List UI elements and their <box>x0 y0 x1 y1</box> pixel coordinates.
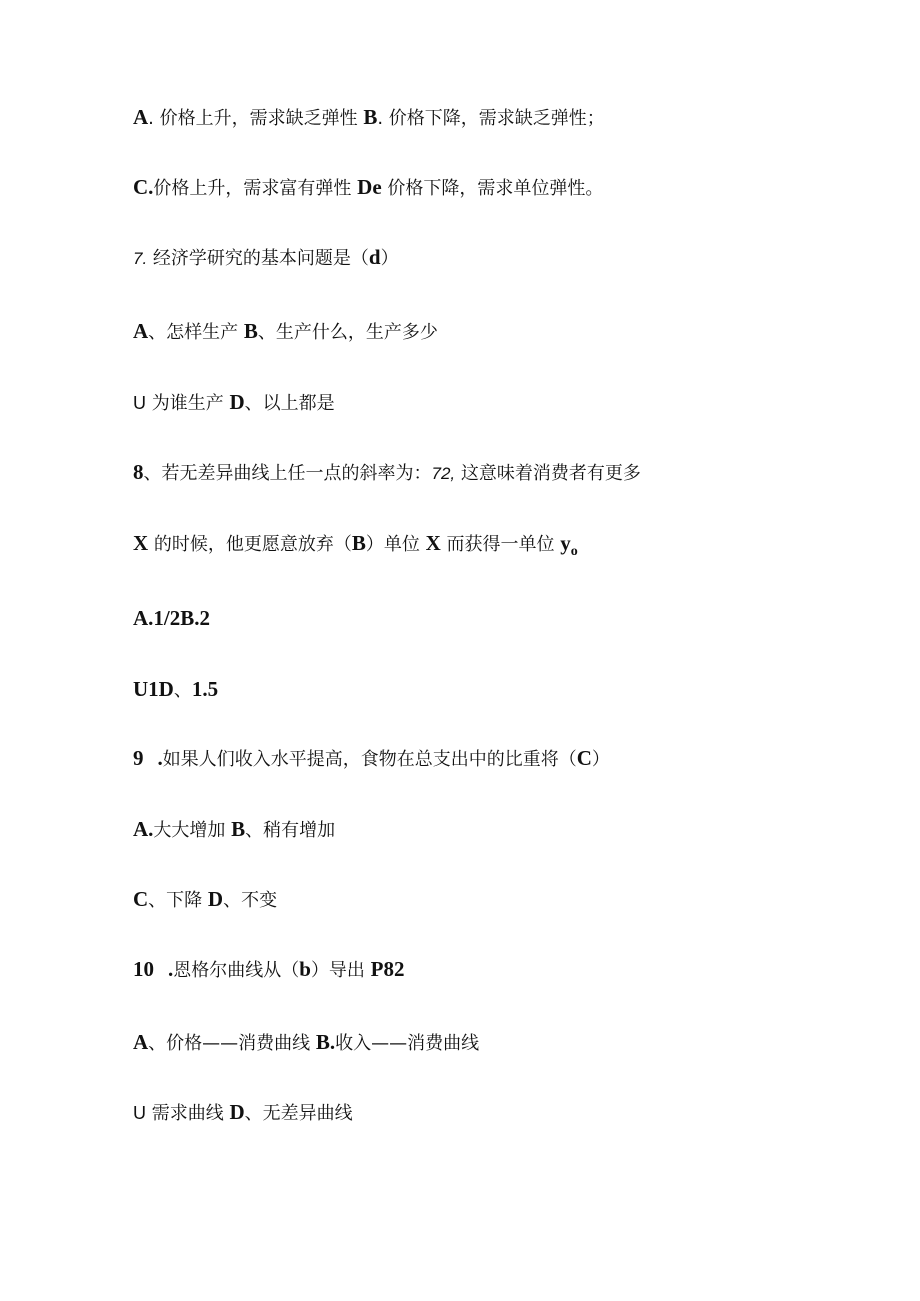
text-run: 、生产什么，生产多少 <box>257 322 438 343</box>
option-line <box>133 105 605 131</box>
question-line <box>133 746 610 772</box>
text-run: ）导出 <box>310 960 371 981</box>
text-run: 、无差异曲线 <box>244 1103 353 1124</box>
text-run: 1.5 <box>191 677 219 701</box>
text-run: ）单位 <box>365 534 426 555</box>
text-run: B <box>243 319 258 343</box>
option-line <box>133 319 438 345</box>
option-line <box>133 1030 479 1056</box>
text-run: A <box>133 319 149 343</box>
text-run: 如果人们收入水平提高，食物在总支出中的比重将（ <box>162 749 577 770</box>
text-run: A <box>133 105 149 129</box>
text-run: B <box>351 531 366 555</box>
text-run: C <box>133 887 149 911</box>
text-run: C <box>576 746 592 770</box>
text-run: ） <box>591 749 610 770</box>
text-run: 72, <box>431 464 456 483</box>
text-run: U <box>133 393 146 413</box>
text-run: d <box>368 245 381 269</box>
text-run: U1D <box>133 677 174 701</box>
text-run: 大大增加 <box>153 820 232 841</box>
text-run: De <box>357 175 382 199</box>
option-line <box>133 677 218 703</box>
question-line <box>133 957 405 983</box>
text-run: 这意味着消费者有更多 <box>455 463 641 484</box>
question-line <box>133 531 578 564</box>
text-run: 、以上都是 <box>244 393 335 414</box>
text-run: 、价格——消费曲线 <box>148 1033 316 1054</box>
text-run: 的时候，他更愿意放弃（ <box>148 534 352 555</box>
option-line <box>133 390 335 416</box>
text-run: 7. <box>133 249 148 268</box>
text-run: 价格下降，需求单位弹性。 <box>381 178 604 199</box>
option-line <box>133 1100 353 1126</box>
text-run: 价格上升，需求富有弹性 <box>153 178 358 199</box>
text-run: ） <box>380 248 399 269</box>
text-run: 9 <box>133 746 144 770</box>
text-run: A <box>133 1030 149 1054</box>
text-run: 、怎样生产 <box>148 322 244 343</box>
text-run: U <box>133 1103 146 1123</box>
text-run: 而获得一单位 <box>440 534 561 555</box>
text-run: D <box>229 1100 245 1124</box>
text-run: 收入——消费曲线 <box>335 1033 480 1054</box>
text-run: . 价格上升，需求缺乏弹性 <box>148 108 364 129</box>
text-run: 8 <box>133 460 144 484</box>
option-line <box>133 175 603 201</box>
option-line <box>133 817 335 843</box>
text-run: 、不变 <box>223 890 278 911</box>
text-run: b <box>299 957 311 981</box>
text-run: D <box>207 887 224 911</box>
text-run: o <box>570 544 578 559</box>
text-run: 、下降 <box>148 890 208 911</box>
text-run: X <box>425 531 441 555</box>
option-line <box>133 606 210 632</box>
text-run: 恩格尔曲线从（ <box>173 960 300 981</box>
text-run: A.1/2B.2 <box>133 606 211 630</box>
text-run: C. <box>133 175 154 199</box>
text-run: 经济学研究的基本问题是（ <box>147 248 369 269</box>
text-run: 为谁生产 <box>146 393 230 414</box>
text-run: A. <box>133 817 154 841</box>
text-run: 、若无差异曲线上任一点的斜率为： <box>143 463 432 484</box>
text-run: 10 <box>133 957 154 981</box>
text-run: . <box>168 957 174 981</box>
text-run: B <box>363 105 378 129</box>
text-run: . <box>157 746 163 770</box>
text-run: 、稍有增加 <box>245 820 336 841</box>
text-run: B <box>231 817 246 841</box>
text-run: P82 <box>370 957 405 981</box>
text-run: y <box>560 531 571 555</box>
text-run: B. <box>315 1030 336 1054</box>
text-run: X <box>133 531 149 555</box>
text-run: D <box>229 390 245 414</box>
text-run: 需求曲线 <box>146 1103 230 1124</box>
option-line <box>133 887 277 913</box>
question-line <box>133 460 641 486</box>
text-run: 、 <box>173 680 192 701</box>
text-run: . 价格下降，需求缺乏弹性； <box>377 108 605 129</box>
question-line <box>133 245 399 271</box>
